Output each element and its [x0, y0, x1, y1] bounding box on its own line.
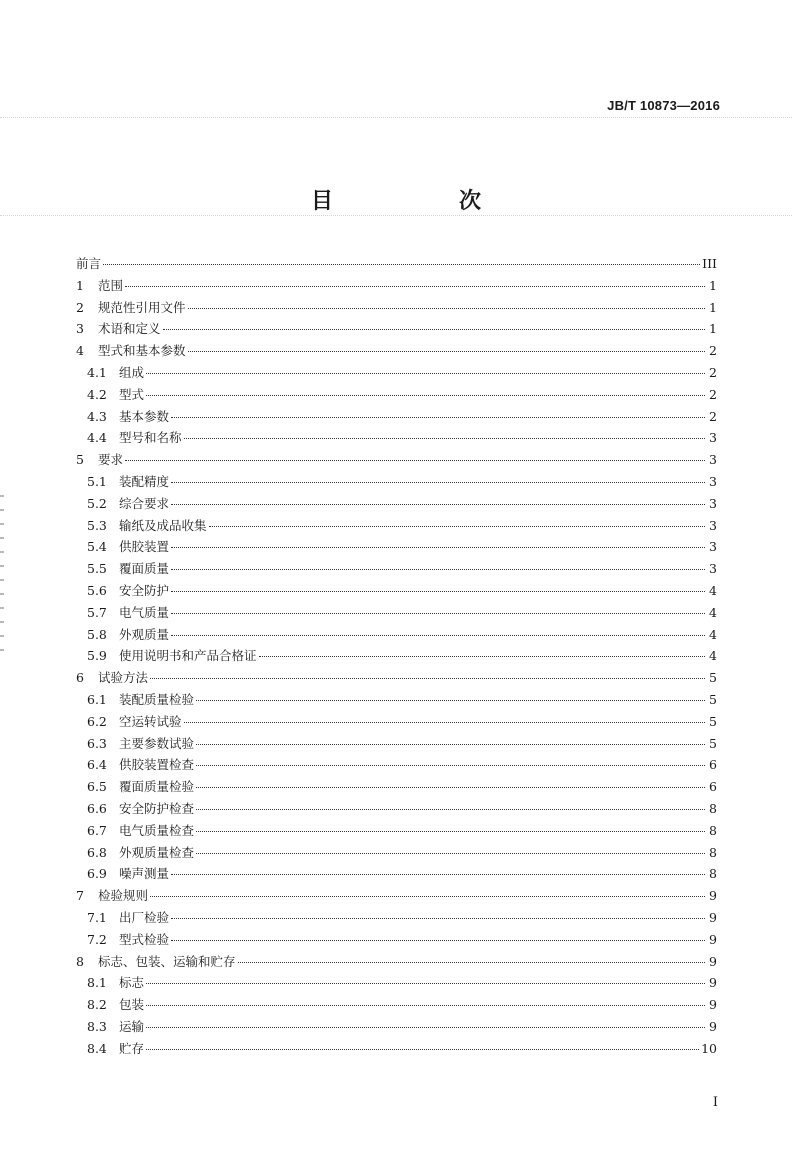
toc-entry-page: 6	[709, 779, 717, 795]
toc-entry-number: 6.1	[87, 691, 107, 707]
toc-entry[interactable]	[76, 580, 717, 602]
toc-entry-number: 6.7	[87, 822, 107, 838]
toc-entry-number: 6.6	[87, 800, 107, 816]
toc-entry-number: 6	[76, 670, 84, 686]
toc-dot-leader	[146, 1027, 705, 1028]
toc-entry[interactable]	[76, 471, 717, 493]
toc-entry-label: 电气质量	[119, 604, 170, 620]
toc-entry-label: 范围	[98, 277, 124, 293]
toc-entry-page: 9	[709, 1018, 717, 1034]
toc-entry[interactable]	[76, 863, 717, 885]
toc-entry[interactable]	[76, 798, 717, 820]
toc-entry-label: 贮存	[119, 1040, 145, 1056]
toc-entry[interactable]	[76, 515, 717, 537]
toc-entry-page: 5	[709, 735, 717, 751]
toc-entry-label: 供胶装置检查	[119, 757, 195, 773]
toc-entry-label: 要求	[98, 452, 124, 468]
toc-dot-leader	[171, 482, 705, 483]
toc-entry-page: 3	[709, 473, 717, 489]
toc-entry[interactable]	[76, 362, 717, 384]
toc-dot-leader	[209, 526, 705, 527]
toc-dot-leader	[188, 308, 705, 309]
toc-entry[interactable]	[76, 253, 717, 275]
toc-entry[interactable]	[76, 820, 717, 842]
toc-entry-label: 装配精度	[119, 473, 170, 489]
toc-entry[interactable]	[76, 1016, 717, 1038]
toc-entry-label: 规范性引用文件	[98, 299, 186, 315]
toc-entry-page: 3	[709, 561, 717, 577]
toc-entry-number: 6.4	[87, 757, 107, 773]
toc-entry-page: 4	[709, 648, 717, 664]
toc-entry-page: 9	[709, 909, 717, 925]
toc-entry[interactable]	[76, 733, 717, 755]
toc-entry[interactable]	[76, 406, 717, 428]
header-rule	[0, 117, 792, 118]
toc-entry-number: 6.9	[87, 866, 107, 882]
toc-dot-leader	[146, 1049, 699, 1050]
toc-entry-page: 4	[709, 582, 717, 598]
toc-entry-page: 5	[709, 713, 717, 729]
toc-entry[interactable]	[76, 929, 717, 951]
toc-entry-label: 外观质量检查	[119, 844, 195, 860]
toc-entry-number: 8.2	[87, 997, 107, 1013]
toc-entry-number: 8.4	[87, 1040, 107, 1056]
toc-dot-leader	[196, 765, 705, 766]
toc-entry-number: 4.4	[87, 430, 107, 446]
toc-dot-leader	[146, 395, 705, 396]
toc-entry[interactable]	[76, 624, 717, 646]
toc-entry-label: 标志	[119, 975, 145, 991]
toc-entry-number: 5	[76, 452, 84, 468]
toc-dot-leader	[171, 635, 705, 636]
toc-entry-number: 6.8	[87, 844, 107, 860]
toc-dot-leader	[150, 896, 705, 897]
toc-dot-leader	[171, 547, 705, 548]
toc-entry[interactable]	[76, 885, 717, 907]
toc-dot-leader	[171, 569, 705, 570]
toc-entry-page: 1	[709, 321, 717, 337]
toc-entry-label: 型式和基本参数	[98, 343, 186, 359]
toc-entry[interactable]	[76, 427, 717, 449]
toc-entry-page: 3	[709, 495, 717, 511]
toc-dot-leader	[196, 853, 705, 854]
toc-entry-page: 9	[709, 931, 717, 947]
page-number: I	[712, 1095, 718, 1110]
page-title: 目 次	[310, 188, 533, 214]
toc-entry[interactable]	[76, 689, 717, 711]
toc-entry-number: 5.1	[87, 473, 107, 489]
toc-entry-page: 2	[709, 364, 717, 380]
toc-dot-leader	[196, 700, 705, 701]
toc-entry-number: 2	[76, 299, 84, 315]
toc-dot-leader	[125, 286, 705, 287]
toc-entry-label: 包装	[119, 997, 145, 1013]
toc-dot-leader	[171, 874, 705, 875]
toc-entry-label: 覆面质量	[119, 561, 170, 577]
toc-entry-number: 4.2	[87, 386, 107, 402]
toc-entry-page: 10	[701, 1040, 717, 1056]
toc-entry-page: 9	[709, 997, 717, 1013]
toc-dot-leader	[259, 656, 705, 657]
toc-entry-label: 试验方法	[98, 670, 149, 686]
toc-entry-page: 4	[709, 626, 717, 642]
toc-entry-label: 安全防护检查	[119, 800, 195, 816]
toc-dot-leader	[184, 438, 705, 439]
toc-entry-page: 9	[709, 953, 717, 969]
toc-entry-label: 型式	[119, 386, 145, 402]
toc-entry-label: 安全防护	[119, 582, 170, 598]
toc-entry-label: 型式检验	[119, 931, 170, 947]
toc-entry-page: 2	[709, 343, 717, 359]
toc-entry-page: 4	[709, 604, 717, 620]
toc-entry[interactable]	[76, 951, 717, 973]
toc-dot-leader	[188, 351, 705, 352]
toc-entry-number: 7.1	[87, 909, 107, 925]
toc-dot-leader	[125, 460, 705, 461]
toc-entry-page: 3	[709, 517, 717, 533]
toc-entry-number: 7.2	[87, 931, 107, 947]
toc-dot-leader	[196, 787, 705, 788]
toc-entry-label: 覆面质量检验	[119, 779, 195, 795]
toc-entry-number: 6.2	[87, 713, 107, 729]
toc-entry-page: 3	[709, 452, 717, 468]
toc-entry-label: 主要参数试验	[119, 735, 195, 751]
toc-entry-page: 9	[709, 888, 717, 904]
toc-entry[interactable]	[76, 1038, 717, 1060]
toc-entry[interactable]	[76, 842, 717, 864]
toc-entry-page: 8	[709, 800, 717, 816]
toc-entry[interactable]	[76, 449, 717, 471]
toc-dot-leader	[171, 417, 705, 418]
toc-entry-number: 5.4	[87, 539, 107, 555]
toc-entry-label: 综合要求	[119, 495, 170, 511]
toc-entry-number: 8.3	[87, 1018, 107, 1034]
toc-entry-label: 电气质量检查	[119, 822, 195, 838]
toc-entry[interactable]	[76, 776, 717, 798]
toc-entry-label: 检验规则	[98, 888, 149, 904]
toc-entry-page: 5	[709, 691, 717, 707]
toc-entry-number: 5.9	[87, 648, 107, 664]
toc-dot-leader	[171, 918, 705, 919]
toc-entry[interactable]	[76, 711, 717, 733]
toc-entry[interactable]	[76, 536, 717, 558]
toc-entry-page: 9	[709, 975, 717, 991]
toc-entry-number: 5.5	[87, 561, 107, 577]
toc-entry-label: 供胶装置	[119, 539, 170, 555]
toc-entry-label: 组成	[119, 364, 145, 380]
toc-entry[interactable]	[76, 602, 717, 624]
toc-entry-number: 4.3	[87, 408, 107, 424]
toc-entry[interactable]	[76, 558, 717, 580]
toc-entry[interactable]	[76, 493, 717, 515]
toc-entry[interactable]	[76, 275, 717, 297]
standard-code: JB/T 10873—2016	[607, 98, 720, 113]
toc-entry-page: 8	[709, 822, 717, 838]
toc-dot-leader	[171, 613, 705, 614]
toc-entry-page: 1	[709, 299, 717, 315]
toc-entry-number: 5.8	[87, 626, 107, 642]
toc-entry-page: 2	[709, 386, 717, 402]
toc-entry-label: 出厂检验	[119, 909, 170, 925]
toc-dot-leader	[184, 722, 705, 723]
toc-dot-leader	[163, 329, 705, 330]
toc-entry-page: 5	[709, 670, 717, 686]
toc-entry-label: 基本参数	[119, 408, 170, 424]
scan-dotted-line	[0, 215, 792, 216]
toc-entry-number: 8	[76, 953, 84, 969]
toc-entry-page: 3	[709, 430, 717, 446]
toc-entry-number: 5.3	[87, 517, 107, 533]
toc-entry-page: 8	[709, 866, 717, 882]
toc-entry-page: 3	[709, 539, 717, 555]
toc-entry[interactable]	[76, 645, 717, 667]
toc-entry-number: 6.5	[87, 779, 107, 795]
toc-entry[interactable]	[76, 972, 717, 994]
toc-entry-label: 运输	[119, 1018, 145, 1034]
toc-entry-number: 6.3	[87, 735, 107, 751]
toc-entry-number: 4.1	[87, 364, 107, 380]
toc-entry-page: 2	[709, 408, 717, 424]
toc-dot-leader	[103, 264, 700, 265]
toc-dot-leader	[196, 809, 705, 810]
toc-entry-label: 型号和名称	[119, 430, 182, 446]
toc-dot-leader	[196, 744, 705, 745]
toc-entry-number: 7	[76, 888, 84, 904]
table-of-contents	[76, 253, 717, 1059]
toc-entry-label: 空运转试验	[119, 713, 182, 729]
toc-entry[interactable]	[76, 384, 717, 406]
toc-dot-leader	[150, 678, 705, 679]
toc-entry[interactable]	[76, 994, 717, 1016]
toc-entry-label: 前言	[76, 256, 102, 271]
toc-entry-label: 术语和定义	[98, 321, 161, 337]
scan-edge-marks	[0, 495, 4, 655]
toc-entry-number: 5.7	[87, 604, 107, 620]
toc-entry-number: 5.2	[87, 495, 107, 511]
toc-dot-leader	[196, 831, 705, 832]
toc-entry[interactable]	[76, 907, 717, 929]
toc-dot-leader	[171, 940, 705, 941]
toc-dot-leader	[171, 504, 705, 505]
toc-entry-label: 标志、包装、运输和贮存	[98, 953, 236, 969]
toc-dot-leader	[146, 373, 705, 374]
toc-entry-label: 使用说明书和产品合格证	[119, 648, 257, 664]
toc-entry-label: 装配质量检验	[119, 691, 195, 707]
toc-dot-leader	[146, 1005, 705, 1006]
toc-entry[interactable]	[76, 318, 717, 340]
toc-entry[interactable]	[76, 340, 717, 362]
toc-entry-page: 1	[709, 277, 717, 293]
toc-entry-number: 4	[76, 343, 84, 359]
toc-entry-number: 5.6	[87, 582, 107, 598]
toc-entry-label: 噪声测量	[119, 866, 170, 882]
toc-entry-number: 1	[76, 277, 84, 293]
toc-entry[interactable]	[76, 297, 717, 319]
toc-entry-label: 外观质量	[119, 626, 170, 642]
toc-dot-leader	[171, 591, 705, 592]
toc-entry-number: 3	[76, 321, 84, 337]
toc-entry-number: 8.1	[87, 975, 107, 991]
toc-entry-label: 输纸及成品收集	[119, 517, 207, 533]
toc-entry-page: 8	[709, 844, 717, 860]
toc-entry[interactable]	[76, 754, 717, 776]
toc-entry[interactable]	[76, 667, 717, 689]
toc-entry-page: III	[702, 256, 717, 271]
toc-dot-leader	[238, 962, 705, 963]
toc-entry-page: 6	[709, 757, 717, 773]
toc-dot-leader	[146, 983, 705, 984]
